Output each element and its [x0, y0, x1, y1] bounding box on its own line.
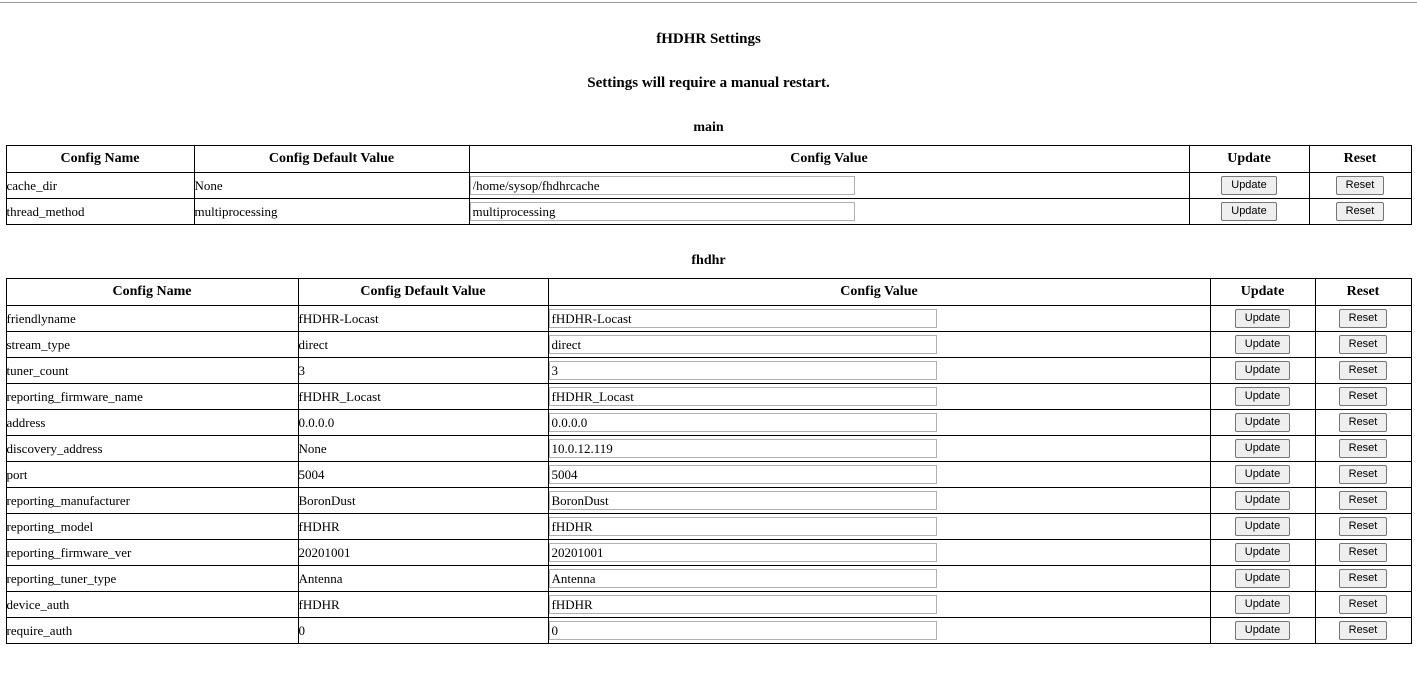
table-row — [6, 462, 1411, 488]
config-name: reporting_manufacturer — [6, 488, 298, 514]
reset-button[interactable]: Reset — [1339, 309, 1388, 328]
config-name: discovery_address — [6, 436, 298, 462]
config-value-input[interactable] — [549, 491, 937, 510]
update-cell — [1210, 514, 1315, 540]
config-default-value: 5004 — [298, 462, 548, 488]
config-value-input[interactable] — [549, 621, 937, 640]
table-header-row — [6, 146, 1411, 173]
update-button[interactable]: Update — [1235, 309, 1290, 328]
page-subtitle: Settings will require a manual restart. — [587, 75, 830, 91]
reset-cell — [1315, 384, 1411, 410]
config-value-input[interactable] — [549, 335, 937, 354]
config-value-input[interactable] — [549, 465, 937, 484]
config-default-value: fHDHR — [298, 514, 548, 540]
config-default-value: direct — [298, 332, 548, 358]
reset-button[interactable]: Reset — [1339, 621, 1388, 640]
config-name: device_auth — [6, 592, 298, 618]
reset-cell — [1315, 358, 1411, 384]
reset-button[interactable]: Reset — [1339, 595, 1388, 614]
config-value-input[interactable] — [549, 517, 937, 536]
update-button[interactable]: Update — [1221, 176, 1276, 195]
update-cell — [1210, 618, 1315, 644]
section-heading-main: main — [693, 120, 724, 135]
config-default-value: multiprocessing — [194, 199, 469, 225]
config-name: thread_method — [6, 199, 194, 225]
column-header-update: Update — [1210, 279, 1315, 306]
config-value-input[interactable] — [470, 202, 855, 221]
config-value-cell — [548, 592, 1210, 618]
update-button[interactable]: Update — [1235, 621, 1290, 640]
update-button[interactable]: Update — [1235, 439, 1290, 458]
config-value-cell — [469, 173, 1189, 199]
config-name: reporting_firmware_ver — [6, 540, 298, 566]
config-name: stream_type — [6, 332, 298, 358]
table-row — [6, 514, 1411, 540]
config-default-value: 0.0.0.0 — [298, 410, 548, 436]
config-value-cell — [548, 358, 1210, 384]
update-button[interactable]: Update — [1235, 413, 1290, 432]
update-cell — [1210, 540, 1315, 566]
update-button[interactable]: Update — [1235, 361, 1290, 380]
config-value-cell — [548, 514, 1210, 540]
config-value-cell — [469, 199, 1189, 225]
reset-button[interactable]: Reset — [1339, 465, 1388, 484]
settings-table-fhdhr — [6, 278, 1412, 644]
config-value-cell — [548, 566, 1210, 592]
top-divider — [0, 2, 1417, 3]
config-name: tuner_count — [6, 358, 298, 384]
reset-cell — [1309, 173, 1411, 199]
table-row — [6, 540, 1411, 566]
reset-cell — [1315, 514, 1411, 540]
reset-button[interactable]: Reset — [1339, 361, 1388, 380]
reset-button[interactable]: Reset — [1339, 543, 1388, 562]
update-button[interactable]: Update — [1235, 517, 1290, 536]
config-value-cell — [548, 488, 1210, 514]
column-header-reset: Reset — [1315, 279, 1411, 306]
config-default-value: None — [298, 436, 548, 462]
update-button[interactable]: Update — [1235, 335, 1290, 354]
table-row — [6, 410, 1411, 436]
config-value-input[interactable] — [549, 595, 937, 614]
table-header-row — [6, 279, 1411, 306]
reset-button[interactable]: Reset — [1339, 569, 1388, 588]
table-row — [6, 384, 1411, 410]
reset-button[interactable]: Reset — [1336, 202, 1385, 221]
update-cell — [1189, 173, 1309, 199]
table-row — [6, 199, 1411, 225]
update-cell — [1210, 488, 1315, 514]
column-header-config-default-value: Config Default Value — [194, 146, 469, 173]
config-value-cell — [548, 332, 1210, 358]
config-name: reporting_model — [6, 514, 298, 540]
config-value-cell — [548, 306, 1210, 332]
section-heading-fhdhr: fhdhr — [691, 253, 726, 268]
table-row — [6, 618, 1411, 644]
update-cell — [1210, 306, 1315, 332]
update-cell — [1210, 436, 1315, 462]
reset-cell — [1315, 332, 1411, 358]
table-row — [6, 436, 1411, 462]
update-button[interactable]: Update — [1235, 543, 1290, 562]
update-cell — [1210, 592, 1315, 618]
reset-cell — [1315, 462, 1411, 488]
table-row — [6, 566, 1411, 592]
config-default-value: BoronDust — [298, 488, 548, 514]
table-row — [6, 173, 1411, 199]
config-value-input[interactable] — [470, 176, 855, 195]
table-row — [6, 592, 1411, 618]
config-default-value: None — [194, 173, 469, 199]
config-value-cell — [548, 410, 1210, 436]
update-cell — [1210, 384, 1315, 410]
reset-cell — [1315, 488, 1411, 514]
reset-cell — [1315, 436, 1411, 462]
table-row — [6, 332, 1411, 358]
reset-button[interactable]: Reset — [1339, 413, 1388, 432]
config-value-input[interactable] — [549, 543, 937, 562]
update-cell — [1210, 358, 1315, 384]
table-row — [6, 306, 1411, 332]
config-default-value: Antenna — [298, 566, 548, 592]
update-button[interactable]: Update — [1235, 569, 1290, 588]
reset-button[interactable]: Reset — [1339, 387, 1388, 406]
update-cell — [1189, 199, 1309, 225]
reset-cell — [1315, 540, 1411, 566]
config-default-value: fHDHR_Locast — [298, 384, 548, 410]
page-title: fHDHR Settings — [656, 31, 761, 47]
config-name: reporting_tuner_type — [6, 566, 298, 592]
config-value-input[interactable] — [549, 361, 937, 380]
reset-button[interactable]: Reset — [1336, 176, 1385, 195]
config-default-value: fHDHR — [298, 592, 548, 618]
table-row — [6, 358, 1411, 384]
config-default-value: fHDHR-Locast — [298, 306, 548, 332]
update-button[interactable]: Update — [1235, 465, 1290, 484]
reset-cell — [1309, 199, 1411, 225]
update-cell — [1210, 332, 1315, 358]
column-header-config-value: Config Value — [548, 279, 1210, 306]
config-value-cell — [548, 462, 1210, 488]
reset-button[interactable]: Reset — [1339, 335, 1388, 354]
config-name: address — [6, 410, 298, 436]
column-header-config-name: Config Name — [6, 146, 194, 173]
config-default-value: 20201001 — [298, 540, 548, 566]
reset-cell — [1315, 566, 1411, 592]
reset-button[interactable]: Reset — [1339, 517, 1388, 536]
column-header-config-default-value: Config Default Value — [298, 279, 548, 306]
update-cell — [1210, 462, 1315, 488]
config-value-cell — [548, 540, 1210, 566]
update-button[interactable]: Update — [1235, 387, 1290, 406]
update-button[interactable]: Update — [1221, 202, 1276, 221]
config-value-cell — [548, 384, 1210, 410]
config-value-input[interactable] — [549, 439, 937, 458]
config-name: port — [6, 462, 298, 488]
config-value-input[interactable] — [549, 569, 937, 588]
reset-cell — [1315, 306, 1411, 332]
config-name: require_auth — [6, 618, 298, 644]
reset-cell — [1315, 592, 1411, 618]
config-name: cache_dir — [6, 173, 194, 199]
config-name: reporting_firmware_name — [6, 384, 298, 410]
column-header-config-value: Config Value — [469, 146, 1189, 173]
column-header-reset: Reset — [1309, 146, 1411, 173]
update-button[interactable]: Update — [1235, 491, 1290, 510]
column-header-update: Update — [1189, 146, 1309, 173]
table-row — [6, 488, 1411, 514]
config-value-input[interactable] — [549, 309, 937, 328]
settings-table-main — [6, 145, 1412, 225]
config-value-cell — [548, 618, 1210, 644]
reset-button[interactable]: Reset — [1339, 439, 1388, 458]
reset-cell — [1315, 618, 1411, 644]
config-value-cell — [548, 436, 1210, 462]
config-value-input[interactable] — [549, 413, 937, 432]
config-value-input[interactable] — [549, 387, 937, 406]
column-header-config-name: Config Name — [6, 279, 298, 306]
config-default-value: 3 — [298, 358, 548, 384]
config-default-value: 0 — [298, 618, 548, 644]
update-cell — [1210, 566, 1315, 592]
update-cell — [1210, 410, 1315, 436]
update-button[interactable]: Update — [1235, 595, 1290, 614]
reset-button[interactable]: Reset — [1339, 491, 1388, 510]
reset-cell — [1315, 410, 1411, 436]
config-name: friendlyname — [6, 306, 298, 332]
